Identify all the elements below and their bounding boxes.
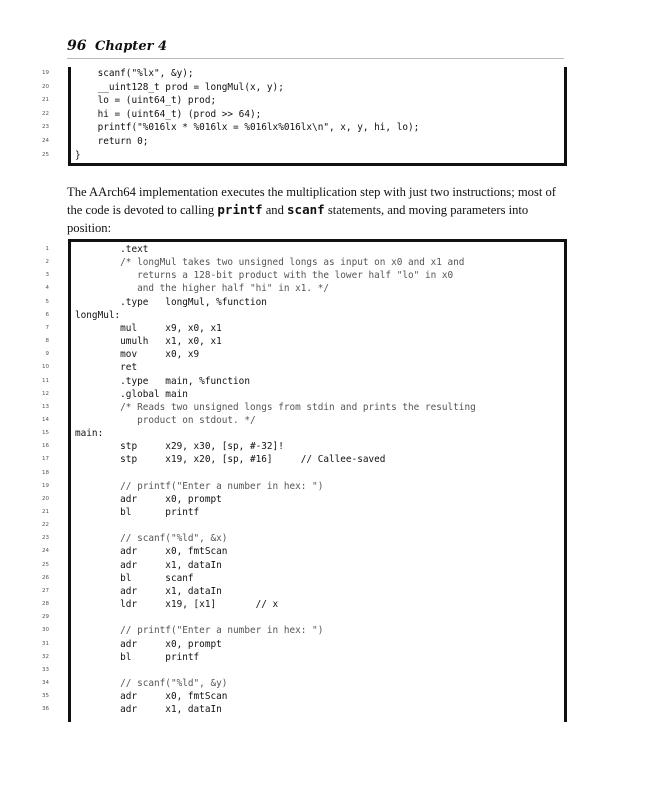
code-line: product on stdout. */	[75, 414, 256, 426]
code-line: adr x0, prompt	[75, 493, 222, 505]
code-line: bl printf	[75, 651, 200, 663]
line-number: 20	[42, 495, 49, 502]
line-number: 36	[42, 706, 49, 713]
code-line: umulh x1, x0, x1	[75, 336, 222, 348]
line-number: 4	[45, 285, 49, 292]
code-line: /* Reads two unsigned longs from stdin and prints the resulting	[75, 401, 476, 413]
inline-code-printf: printf	[217, 202, 263, 217]
code-line: adr x1, dataIn	[75, 559, 222, 571]
line-number: 18	[42, 469, 49, 476]
line-number: 25	[42, 561, 49, 568]
code-line: main:	[75, 428, 104, 440]
code-line: bl printf	[75, 507, 200, 518]
code-line: .type main, %function	[75, 375, 250, 387]
line-number: 12	[42, 390, 49, 397]
code-line: .type longMul, %function	[75, 296, 267, 308]
code-line: mov x0, x9	[75, 349, 200, 361]
line-number: 21	[42, 97, 49, 104]
line-number: 32	[42, 653, 49, 660]
code-line: returns a 128-bit product with the lower half "lo" in x0	[75, 270, 454, 282]
line-number: 16	[42, 443, 49, 450]
code-line: return 0;	[75, 136, 149, 147]
line-number: 24	[42, 138, 49, 144]
line-number: 21	[42, 509, 49, 515]
line-number: 14	[42, 416, 49, 423]
code-listing-top	[42, 67, 567, 166]
line-number: 30	[42, 627, 49, 634]
paragraph-text-3: statements, and moving parameters into position:	[67, 203, 529, 235]
line-number: 25	[42, 151, 49, 158]
code-line: adr x0, fmtScan	[75, 691, 228, 703]
code-line: // scanf("%ld", &y)	[75, 677, 228, 689]
code-line: __uint128_t prod = longMul(x, y);	[75, 81, 284, 93]
code-line: ret	[75, 362, 138, 374]
code-line: adr x1, dataIn	[75, 585, 222, 597]
paragraph-text-1: The AArch64 implementation executes the multiplication step with just two instructions; most of the code is devoted to calling	[67, 185, 556, 217]
line-number: 34	[42, 679, 49, 686]
code-line: // printf("Enter a number in hex: ")	[75, 625, 324, 637]
line-number: 1	[45, 246, 49, 252]
code-line: // printf("Enter a number in hex: ")	[75, 480, 324, 492]
code-line: lo = (uint64_t) prod;	[75, 95, 217, 107]
code-line: .global main	[75, 388, 188, 400]
code-line: // scanf("%ld", &x)	[75, 533, 228, 545]
code-line: longMul:	[75, 309, 121, 321]
line-number: 11	[42, 377, 49, 384]
line-number: 22	[42, 522, 49, 529]
line-number: 13	[42, 403, 49, 410]
code-line: stp x19, x20, [sp, #16] // Callee-saved	[75, 454, 386, 466]
code-line: }	[75, 149, 81, 161]
body-paragraph	[67, 183, 567, 237]
line-number: 31	[42, 640, 49, 647]
line-number: 29	[42, 614, 49, 621]
line-number: 28	[42, 601, 49, 608]
line-number: 15	[42, 430, 49, 437]
running-header	[67, 38, 564, 59]
line-number: 20	[42, 83, 49, 90]
line-number: 19	[42, 70, 49, 76]
code-line: adr x0, prompt	[75, 638, 222, 650]
paragraph-text-2: and	[262, 203, 288, 217]
page-number: 96	[67, 38, 87, 54]
line-number: 27	[42, 587, 49, 594]
code-line: stp x29, x30, [sp, #-32]!	[75, 441, 284, 453]
line-number: 5	[45, 298, 49, 305]
line-number: 35	[42, 693, 49, 700]
code-line: printf("%016lx * %016lx = %016lx%016lx\n", x, y, hi, lo);	[75, 122, 420, 134]
line-number: 8	[45, 338, 49, 345]
line-number: 17	[42, 456, 49, 463]
code-line: /* longMul takes two unsigned longs as input on x0 and x1 and	[75, 257, 465, 269]
code-listing-main	[42, 239, 567, 722]
line-number: 24	[42, 548, 49, 555]
code-line: hi = (uint64_t) (prod >> 64);	[75, 108, 262, 120]
code-line: and the higher half "hi" in x1. */	[75, 283, 329, 295]
line-number: 9	[45, 351, 49, 358]
code-line: mul x9, x0, x1	[75, 322, 222, 334]
code-line: .text	[75, 244, 149, 255]
line-number: 22	[42, 110, 49, 117]
line-number: 26	[42, 574, 49, 581]
code-line: scanf("%lx", &y);	[75, 68, 194, 79]
code-line: bl scanf	[75, 572, 194, 584]
line-number: 23	[42, 535, 49, 542]
code-line: adr x1, dataIn	[75, 704, 222, 716]
line-number: 23	[42, 124, 49, 131]
line-number: 33	[42, 666, 49, 673]
code-line: adr x0, fmtScan	[75, 546, 228, 558]
code-line: ldr x19, [x1] // x	[75, 599, 279, 611]
line-number: 10	[42, 364, 49, 371]
line-number: 3	[45, 272, 49, 279]
chapter-title: Chapter 4	[95, 39, 168, 54]
line-number: 19	[42, 482, 49, 489]
line-number: 7	[45, 324, 49, 331]
line-number: 2	[45, 259, 49, 266]
line-number: 6	[45, 311, 49, 318]
inline-code-scanf: scanf	[287, 202, 325, 217]
